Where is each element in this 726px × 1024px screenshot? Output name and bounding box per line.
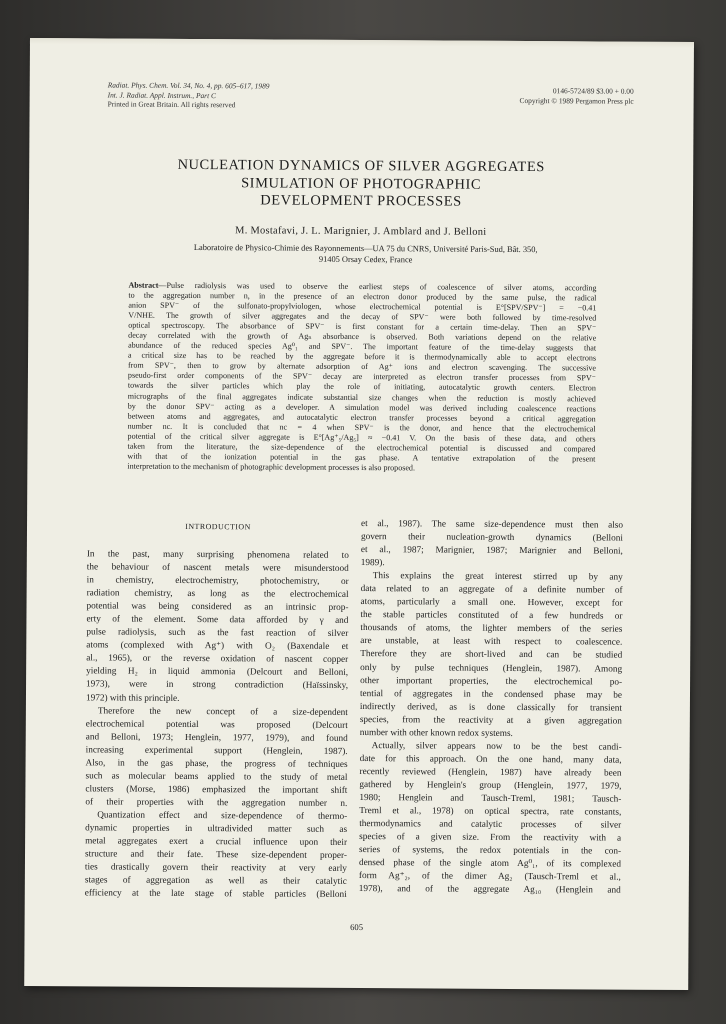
body-text-line: indirectly derived, as is done classically for transient xyxy=(359,701,622,714)
body-text-line: thermodynamics and catalytic processes of silver xyxy=(359,819,622,831)
body-text-line: structure and their fate. These size-dependent proper- xyxy=(84,849,348,862)
body-text-line: 1972) with this principle. xyxy=(85,692,180,704)
abstract-line: to the aggregation number n, in the presence of an electron donor produced by the same pulse, the radical xyxy=(128,290,597,303)
body-text-line: Also, in the gas phase, the progress of techniques xyxy=(85,758,348,770)
abstract-block xyxy=(127,281,596,475)
body-text-line: efficiency at the late stage of stable particles (Belloni xyxy=(84,888,347,901)
column-left xyxy=(85,516,349,902)
body-text-line: 1989). xyxy=(360,558,385,569)
issn-price: 0146-5724/89 $3.00 + 0.00 xyxy=(552,86,634,96)
body-text-line: clusters (Morse, 1986) emphasized the important shift xyxy=(85,784,348,796)
body-text-line: 1980; Henglein and Tausch-Treml, 1981; Tausch- xyxy=(359,793,622,805)
body-text-line: govern their nucleation-growth dynamics (Belloni xyxy=(360,532,623,544)
body-text-line: are unstable, at least with respect to coalescence. xyxy=(360,636,623,649)
section-heading-introduction: INTRODUCTION xyxy=(185,521,251,532)
abstract-line: number nc. It is concluded that nc = 4 when SPV⁻ is the donor, and hence that the electrochemical xyxy=(127,421,596,434)
abstract-line: by the donor SPV⁻ acting as a developer. A simulation model was derived including coalescence reactions xyxy=(127,401,596,414)
body-text-line: This explains the great interest stirred up by any xyxy=(372,571,623,583)
journal-line-2: Int. J. Radiat. Appl. Instrum., Part C xyxy=(107,89,216,100)
abstract-line: taken from the literature, the size-dependence of the electrochemical potential is discussed and compared xyxy=(127,441,596,454)
body-text-line: in chemistry, electrochemistry, photochemistry, or xyxy=(86,575,349,588)
body-text-line: densed phase of the single atom Ag⁰₁, of its complexed xyxy=(358,858,621,870)
body-text-line: number with other known redox systems. xyxy=(359,727,513,739)
copyright-line: Copyright © 1989 Pergamon Press plc xyxy=(519,95,634,106)
body-text-line: stages of aggregation as well as their catalytic xyxy=(84,875,347,888)
affiliation-line-1: Laboratoire de Physico-Chimie des Rayonnements—UA 75 du CNRS, Université Paris-Sud, Bât. 350, xyxy=(193,243,538,255)
journal-line-1: Radiat. Phys. Chem. Vol. 34, No. 4, pp. 605–617, 1989 xyxy=(107,80,270,91)
body-text-line: pulse radiolysis, such as the fast reaction of silver xyxy=(86,627,349,640)
title-line-3: DEVELOPMENT PROCESSES xyxy=(260,192,462,210)
body-text-line: series of systems, the redox potentials in the con- xyxy=(359,845,622,857)
body-text-line: of their properties with the aggregation number n. xyxy=(85,797,348,809)
journal-line-3: Printed in Great Britain. All rights reserved xyxy=(107,99,236,110)
affiliation-line-2: 91405 Orsay Cedex, France xyxy=(318,254,413,265)
body-text-line: yielding H₂ in liquid ammonia (Delcourt and Belloni, xyxy=(86,666,349,679)
body-text-line: and Belloni, 1973; Henglein, 1977, 1979), and found xyxy=(85,732,348,744)
body-text-line: Treml et al., 1978) on optical spectra, rate constants, xyxy=(359,806,622,818)
abstract-line: a critical size has to be reached by the aggregate before it is thermodynamically able to accept electrons xyxy=(128,350,597,363)
abstract-line: from SPV⁻, then to grow by alternate adsorption of Ag⁺ ions and electron scavenging. The successive xyxy=(127,360,597,373)
body-text-line: dynamic properties in ultradivided matter such as xyxy=(85,823,348,835)
body-text-line: species, from the reactivity at a given aggregation xyxy=(359,714,622,727)
page-number: 605 xyxy=(350,921,364,933)
abstract-line: Abstract—Pulse radiolysis was used to observe the earliest steps of coalescence of silver atoms, according xyxy=(128,280,597,293)
abstract-line: decay correlated with the growth of Agₙ absorbance is observed. Both variations depend on the relative xyxy=(128,330,597,343)
abstract-line: with that of the ionization potential in the gas phase. A tentative extrapolation of the present xyxy=(127,451,596,464)
body-text-line: al., 1965), or the reverse oxidation of nascent copper xyxy=(86,653,349,666)
body-text-line: Therefore they are short-lived and can be studied xyxy=(360,649,623,662)
abstract-line: pseudo-first order components of the SPV⁻ decay are interpreted as electron transfer processes from SPV⁻ xyxy=(127,371,596,383)
body-text-line: other important properties, the electrochemical po- xyxy=(360,675,623,688)
abstract-line: optical spectroscopy. The absorbance of SPV⁻ is first constant for a certain time-delay. Then an SPV⁻ xyxy=(128,320,597,333)
abstract-line: potential of the critical silver aggregate is E°[Ag⁺₅/Ag₅] ≈ −0.41 V. On the basis of these data, and others xyxy=(127,431,596,444)
abstract-line: anion SPV⁻ of the sulfonato-propylviologen, whose electrochemical potential is E°[SPV/SPV⁻] = −0.41 xyxy=(128,300,597,313)
abstract-label: Abstract xyxy=(128,280,159,290)
body-text-line: ties drastically govern their reactivity at very early xyxy=(84,862,347,875)
body-text-line: 1973), were in strong contradiction (Haïssinsky, xyxy=(86,679,349,692)
body-text-line: et al., 1987). The same size-dependence must then also xyxy=(361,519,624,531)
abstract-line: towards the silver particles which play the role of initiating, autocatalytic growth centers. Electron xyxy=(127,381,596,393)
body-text-line: the stable particles constituted of a few hundreds or xyxy=(360,610,623,622)
body-text-line: thousands of atoms, the lighter members of the series xyxy=(360,623,623,636)
title-line-1: NUCLEATION DYNAMICS OF SILVER AGGREGATES xyxy=(177,156,545,176)
body-text-line: atoms (complexed with Ag⁺) with O₂ (Baxendale et xyxy=(86,640,349,653)
title-line-2: SIMULATION OF PHOTOGRAPHIC xyxy=(241,174,482,193)
body-text-line: date for this approach. On the one hand, many data, xyxy=(359,753,622,766)
body-text-line: radiation chemistry, as long as the electrochemical xyxy=(86,588,349,601)
column-right xyxy=(359,518,623,898)
affiliation xyxy=(89,241,643,266)
paper-title xyxy=(29,156,693,213)
author-list: M. Mostafavi, J. L. Marignier, J. Amblard and J. Belloni xyxy=(235,225,487,238)
body-text-line: the behaviour of nascent metals were misunderstood xyxy=(86,562,349,575)
body-text-line: data related to an aggregate of a definite number of xyxy=(360,584,623,596)
body-text-line: electrochemical potential was proposed (Delcourt xyxy=(85,718,348,731)
abstract-line: V/NHE. The growth of silver aggregates and the decay of SPV⁻ were both followed by time-resolved xyxy=(128,310,597,323)
journal-citation xyxy=(108,80,270,109)
paper-page xyxy=(24,38,694,990)
body-text-line: et al., 1987; Marignier, 1987; Marignier and Belloni, xyxy=(360,545,623,557)
body-text-line: form Ag⁺₂, of the dimer Ag₂ (Tausch-Treml et al., xyxy=(358,871,621,883)
body-text-line: Actually, silver appears now to be the best candi- xyxy=(371,740,622,753)
body-text-line: In the past, many surprising phenomena related to xyxy=(86,549,349,561)
body-text-line: increasing experimental support (Henglein, 1987). xyxy=(85,745,348,757)
body-text-line: Therefore the new concept of a size-dependent xyxy=(97,705,348,718)
body-text-line: tential of aggregates in the condensed phase may be xyxy=(359,688,623,701)
body-text-line: atoms, particularly a small one. However, except for xyxy=(360,597,623,609)
body-text-line: potential was being considered as an intrinsic prop- xyxy=(86,601,349,614)
body-text-line: species of a given size. From the reactivity with a xyxy=(359,832,622,844)
body-text-line: only by pulse techniques (Henglein, 1987). Among xyxy=(360,662,623,675)
abstract-line: interpretation to the mechanism of photographic development processes is also proposed. xyxy=(127,461,416,473)
issn-copyright xyxy=(520,86,634,106)
body-text-line: metal aggregates exert a crucial influence upon their xyxy=(85,836,348,848)
body-text-line: gathered by Henglein's group (Henglein, 1977, 1979, xyxy=(359,779,622,792)
body-text-line: 1978), and of the aggregate Ag₁₀ (Henglein and xyxy=(358,884,621,896)
body-text-line: such as molecular beams applied to the study of metal xyxy=(85,771,348,783)
body-text-line: erty of the element. Some data afforded by γ and xyxy=(86,614,349,627)
abstract-line: abundance of the reduced species Ag⁰₁ and SPV⁻. The important feature of the time-delay suggests that xyxy=(128,340,597,353)
abstract-line: between atoms and aggregates, and autocatalytic electron transfer processes beyond a critical aggregation xyxy=(127,411,596,424)
body-text-line: Quantization effect and size-dependence of thermo- xyxy=(97,810,348,822)
body-text-line: recently reviewed (Henglein, 1987) have already been xyxy=(359,766,622,779)
abstract-line: micrographs of the final aggregates indicate substantial size changes when the reduction is mostly achieved xyxy=(127,391,596,403)
